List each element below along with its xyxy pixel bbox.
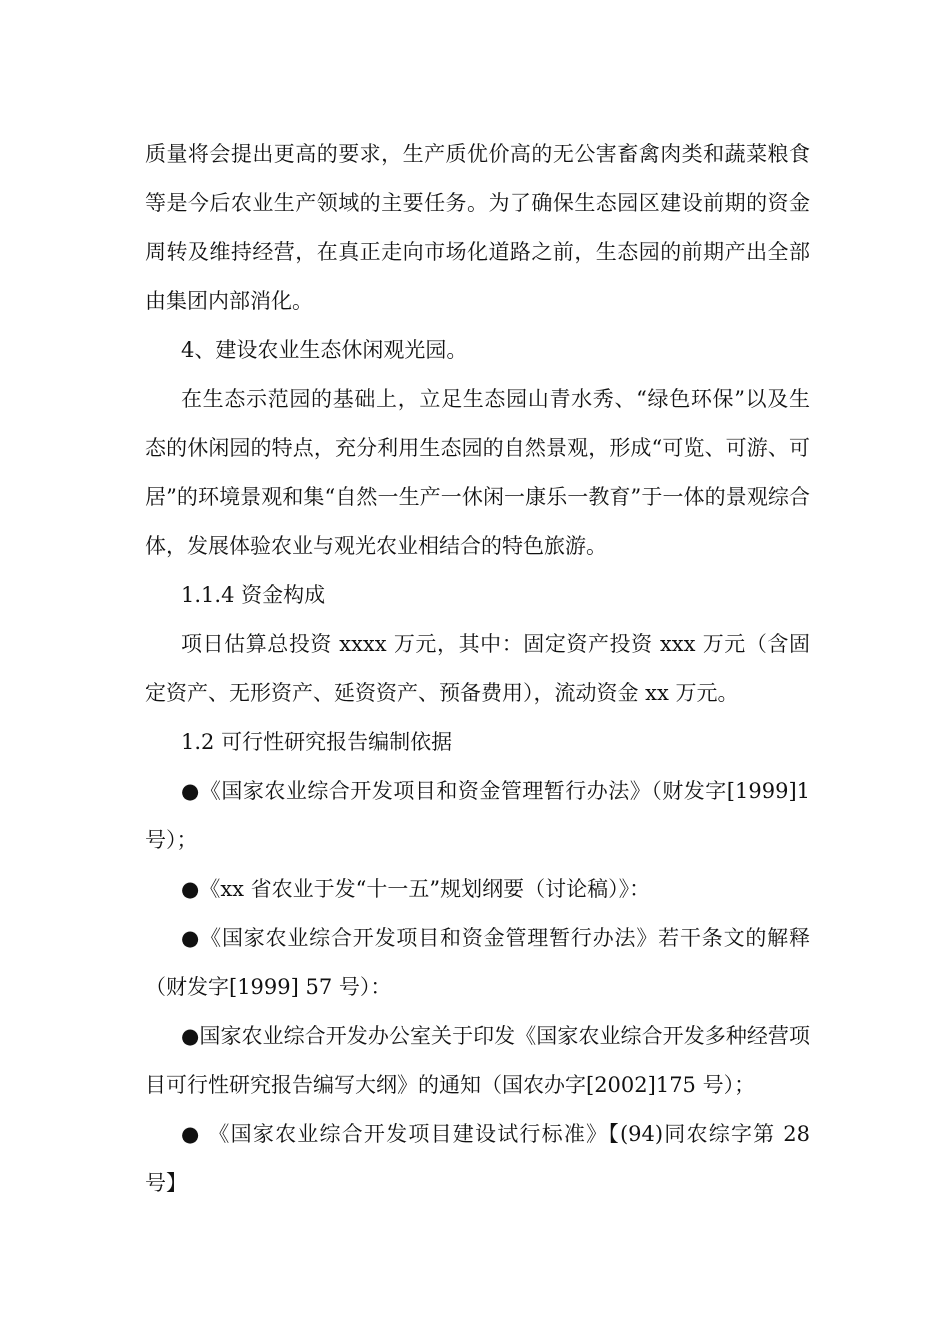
bullet-item-5: ● 《国家农业综合开发项目建设试行标准》【(94)同农综字第 28 号】 — [145, 1122, 810, 1195]
paragraph-funding: 项日估算总投资 xxxx 万元，其中：固定资产投资 xxx 万元（含固定资产、无形资产、延资资产、预备费用），流动资金 xx 万元。 — [145, 632, 810, 705]
bullet-item-3: ●《国家农业综合开发项目和资金管理暂行办法》若干条文的解释（财发字[1999] 57 号）： — [145, 926, 810, 999]
paragraph-eco-park: 在生态示范园的基础上，立足生态园山青水秀、“绿色环保”以及生态的休闲园的特点，充分利用生态园的自然景观，形成“可览、可游、可居”的环境景观和集“自然一生产一休闲一康乐一教育”于一体的景观综合体，发展体验农业与观光农业相结合的特色旅游。 — [145, 387, 810, 558]
bullet-item-2: ●《xx 省农业于发“十一五”规划纲要（讨论稿）》： — [181, 877, 651, 901]
bullet-item-4: ●国家农业综合开发办公室关于印发《国家农业综合开发多种经营项目可行性研究报告编写大纲》的通知（国农办字[2002]175 号）； — [145, 1024, 810, 1097]
bullet-item-1: ●《国家农业综合开发项目和资金管理暂行办法》（财发字[1999]1 号）； — [145, 779, 810, 852]
item-heading-4: 4、建设农业生态休闲观光园。 — [181, 338, 468, 362]
section-heading-1-2: 1.2 可行性研究报告编制依据 — [181, 730, 453, 754]
section-heading-1-1-4: 1.1.4 资金构成 — [181, 583, 326, 607]
document-body — [145, 130, 810, 1208]
paragraph-continuation: 质量将会提出更高的要求，生产质优价高的无公害畜禽肉类和蔬菜粮食等是今后农业生产领域的主要任务。为了确保生态园区建设前期的资金周转及维持经营，在真正走向市场化道路之前，生态园的前期产出全部由集团内部消化。 — [145, 142, 810, 313]
